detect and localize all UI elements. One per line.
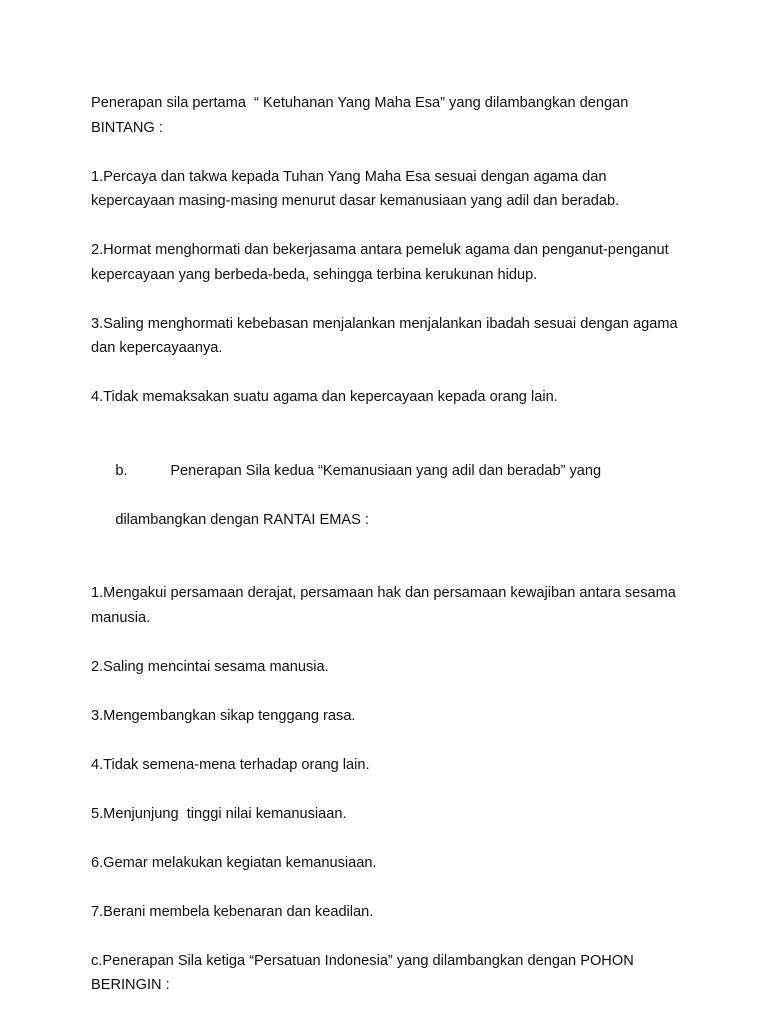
section-b-label: b. [115,462,128,479]
section-b-heading [91,434,691,557]
section-b-item-5: 5.Menjunjung tinggi nilai kemanusiaan. [91,805,347,822]
document-body [91,91,691,1022]
section-b-item-7: 7.Berani membela kebenaran dan keadilan. [91,903,374,920]
section-b-item-3: 3.Mengembangkan sikap tenggang rasa. [91,707,356,724]
section-c-heading: c.Penerapan Sila ketiga “Persatuan Indonesia” yang dilambangkan dengan POHON BERINGIN : [91,952,638,993]
section-b-item-2: 2.Saling mencintai sesama manusia. [91,658,329,675]
section-a-item-3: 3.Saling menghormati kebebasan menjalankan menjalankan ibadah sesuai dengan agama dan kepercayaanya. [91,315,682,356]
section-a-item-1: 1.Percaya dan takwa kepada Tuhan Yang Maha Esa sesuai dengan agama dan kepercayaan masing-masing menurut dasar kemanusiaan yang adil dan beradab. [91,168,620,209]
section-b-item-4: 4.Tidak semena-mena terhadap orang lain. [91,756,370,773]
section-b-item-1: 1.Mengakui persamaan derajat, persamaan hak dan persamaan kewajiban antara sesama manusia. [91,585,680,626]
section-b-item-6: 6.Gemar melakukan kegiatan kemanusiaan. [91,854,377,871]
section-b-heading-line2: dilambangkan dengan RANTAI EMAS : [115,511,369,528]
section-b-heading-line1: Penerapan Sila kedua “Kemanusiaan yang adil dan beradab” yang [170,462,602,479]
section-a-item-2: 2.Hormat menghormati dan bekerjasama antara pemeluk agama dan penganut-penganut kepercayaan yang berbeda-beda, sehingga terbina kerukunan hidup. [91,242,673,283]
section-a-heading: Penerapan sila pertama “ Ketuhanan Yang Maha Esa” yang dilambangkan dengan BINTANG : [91,95,633,136]
section-a-item-4: 4.Tidak memaksakan suatu agama dan kepercayaan kepada orang lain. [91,389,558,405]
